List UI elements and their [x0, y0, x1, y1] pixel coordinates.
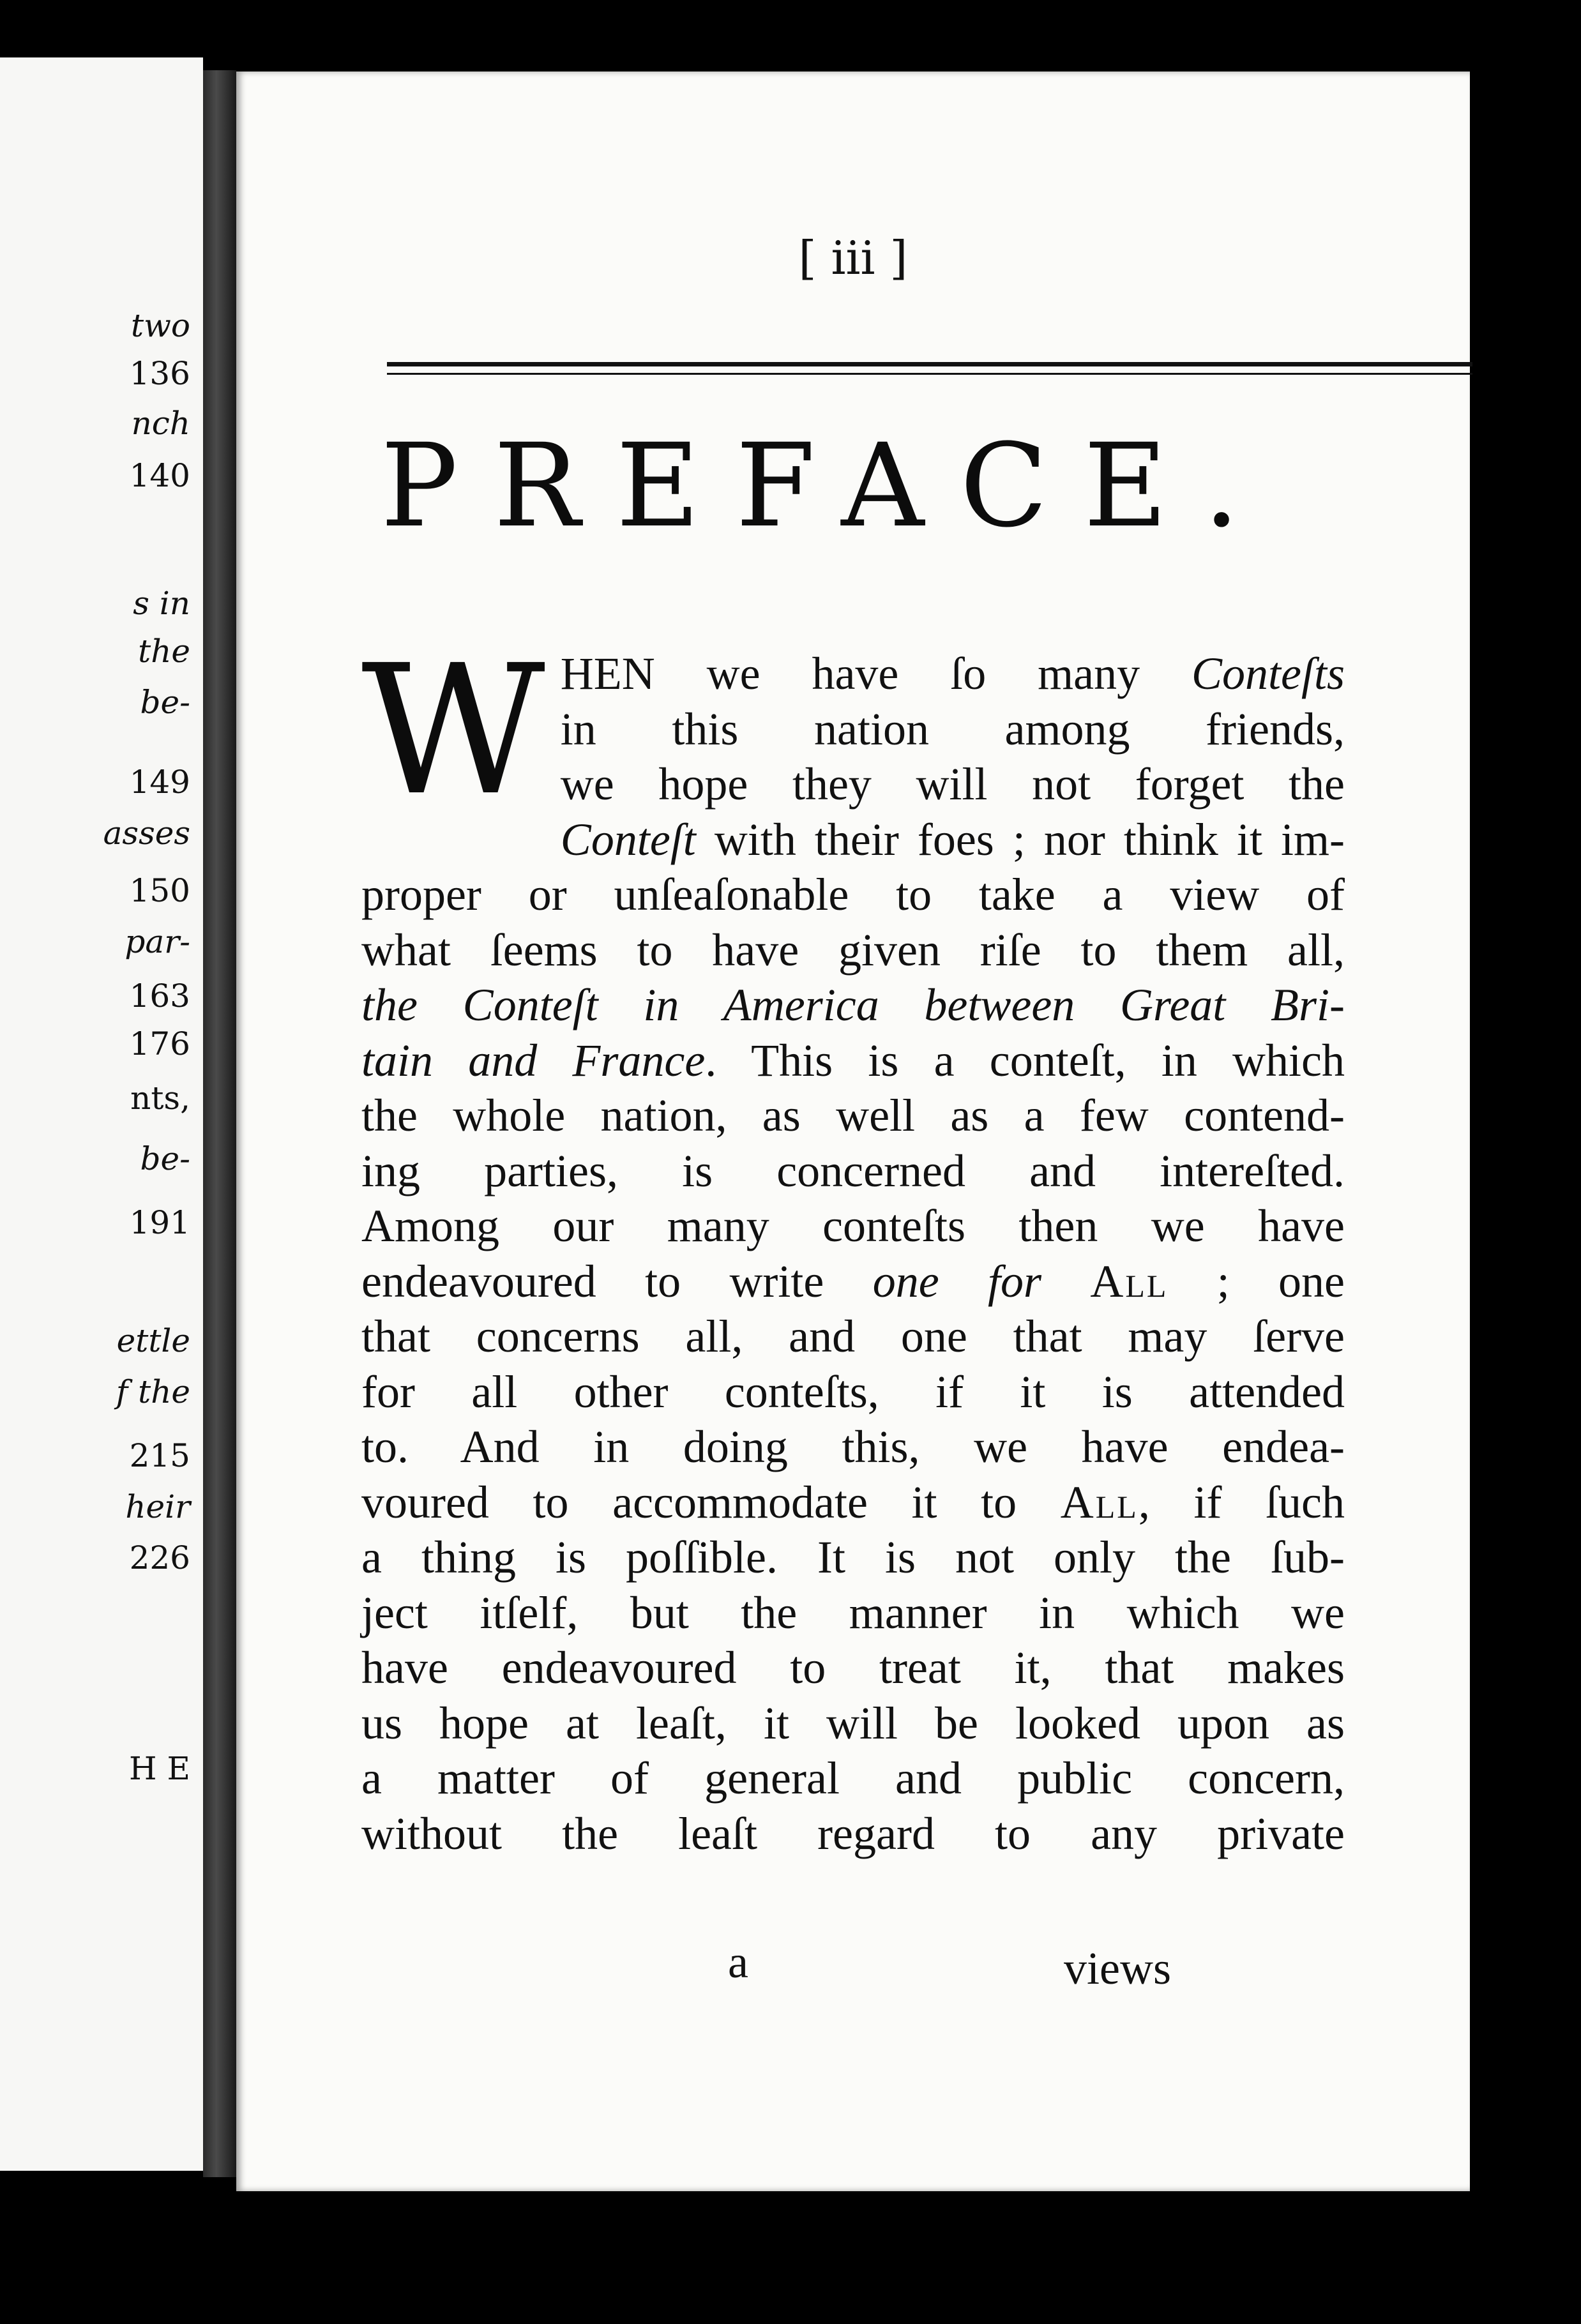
- left-page-fragment: par-: [125, 923, 190, 960]
- text-segment: in this nation among friends,: [560, 703, 1345, 755]
- page-title: PREFACE.: [381, 419, 1276, 553]
- text-line: [361, 1640, 1345, 1696]
- text-line: [361, 1088, 1345, 1143]
- text-line: [361, 923, 1345, 978]
- text-line: [361, 1585, 1345, 1641]
- text-line: [361, 977, 1345, 1033]
- text-line: [361, 1806, 1345, 1862]
- text-segment: for all other conteſts, if it is attended: [361, 1366, 1345, 1417]
- text-line: [361, 1475, 1345, 1530]
- left-page-fragment: 149: [129, 764, 190, 801]
- italic-text: one for: [872, 1255, 1091, 1307]
- text-segment: us hope at leaſt, it will be looked upon as: [361, 1697, 1345, 1749]
- italic-text: the Conteſt in America between Great Bri-: [361, 979, 1345, 1030]
- text-line: [361, 1530, 1345, 1585]
- left-page-fragment: 226: [129, 1539, 190, 1576]
- italic-text: tain and France: [361, 1034, 706, 1086]
- text-line: [361, 1143, 1345, 1199]
- text-segment: a matter of general and public concern,: [361, 1753, 1345, 1804]
- text-line: [361, 867, 1345, 923]
- text-segment: voured to accommodate it to: [361, 1476, 1061, 1528]
- left-page-fragment: 140: [129, 457, 190, 494]
- text-segment: , if ſuch: [1138, 1476, 1345, 1528]
- left-page-fragment: 191: [129, 1204, 190, 1241]
- text-segment: the whole nation, as well as a few contend-: [361, 1090, 1345, 1141]
- signature-mark: a: [728, 1936, 748, 1988]
- smallcaps-text: All: [1060, 1476, 1138, 1528]
- left-page-fragment: asses: [103, 815, 190, 852]
- text-segment: a thing is poſſible. It is not only the ſub-: [361, 1532, 1345, 1583]
- text-segment: ; one: [1168, 1255, 1345, 1307]
- text-segment: . This is a conteſt, in which: [705, 1034, 1345, 1086]
- left-page-fragment: ettle: [116, 1322, 190, 1359]
- text-segment: proper or unſeaſonable to take a view of: [361, 869, 1345, 920]
- text-segment: we hope they will not forget the: [560, 758, 1345, 810]
- text-line: [361, 1696, 1345, 1751]
- text-line: [361, 1198, 1345, 1254]
- left-page-fragment: two: [131, 307, 190, 344]
- left-page-fragment: the: [138, 633, 190, 670]
- left-page-fragment: 163: [129, 977, 190, 1015]
- text-segment: have endeavoured to treat it, that makes: [361, 1642, 1345, 1693]
- left-page-fragment: 136: [129, 355, 190, 392]
- text-segment: ing parties, is concerned and intereſted.: [361, 1145, 1345, 1196]
- left-page-fragment: 176: [129, 1025, 190, 1062]
- left-page-fragment: 150: [129, 872, 190, 909]
- text-segment: endeavoured to write: [361, 1255, 873, 1307]
- text-segment: what ſeems to have given riſe to them all,: [361, 924, 1345, 976]
- text-segment: HEN we have ſo many: [560, 648, 1191, 699]
- smallcaps-text: All: [1090, 1255, 1169, 1307]
- header-rule-thin: [387, 373, 1472, 375]
- text-segment: without the leaſt regard to any private: [361, 1807, 1345, 1859]
- left-page-fragment: nch: [131, 405, 190, 442]
- page-number: [ iii ]: [798, 231, 908, 285]
- left-page-fragment: be-: [140, 684, 190, 721]
- text-line: [361, 1364, 1345, 1420]
- italic-text: Conteſts: [1191, 648, 1345, 699]
- text-line: [361, 1033, 1345, 1089]
- catchword: views: [1064, 1943, 1171, 1994]
- text-segment: ject itſelf, but the manner in which we: [361, 1587, 1345, 1638]
- text-segment: that concerns all, and one that may ſerve: [361, 1311, 1345, 1362]
- left-page-fragment: nts,: [130, 1080, 190, 1117]
- header-rule-thick: [387, 362, 1472, 366]
- preface-body: [361, 627, 1345, 1861]
- text-segment: Among our many conteſts then we have: [361, 1200, 1345, 1251]
- text-line: [361, 1419, 1345, 1475]
- text-segment: to. And in doing this, we have endea-: [361, 1421, 1345, 1472]
- left-page-fragment: 215: [129, 1437, 190, 1474]
- text-segment: with their foes ; nor think it im-: [695, 813, 1345, 865]
- book-gutter: [203, 70, 236, 2177]
- left-page-fragment: f the: [116, 1373, 190, 1410]
- text-line: [361, 1751, 1345, 1806]
- left-page-fragment: be-: [140, 1140, 190, 1177]
- left-page-fragment: s in: [133, 585, 190, 622]
- drop-cap: W: [361, 627, 545, 835]
- left-page-fragment: H E: [129, 1750, 190, 1787]
- italic-text: Conteſt: [560, 813, 696, 865]
- preface-page: [236, 72, 1470, 2191]
- left-facing-page: [0, 57, 203, 2171]
- text-line: [361, 1254, 1345, 1309]
- text-line: [361, 1309, 1345, 1364]
- left-page-fragment: heir: [125, 1488, 190, 1525]
